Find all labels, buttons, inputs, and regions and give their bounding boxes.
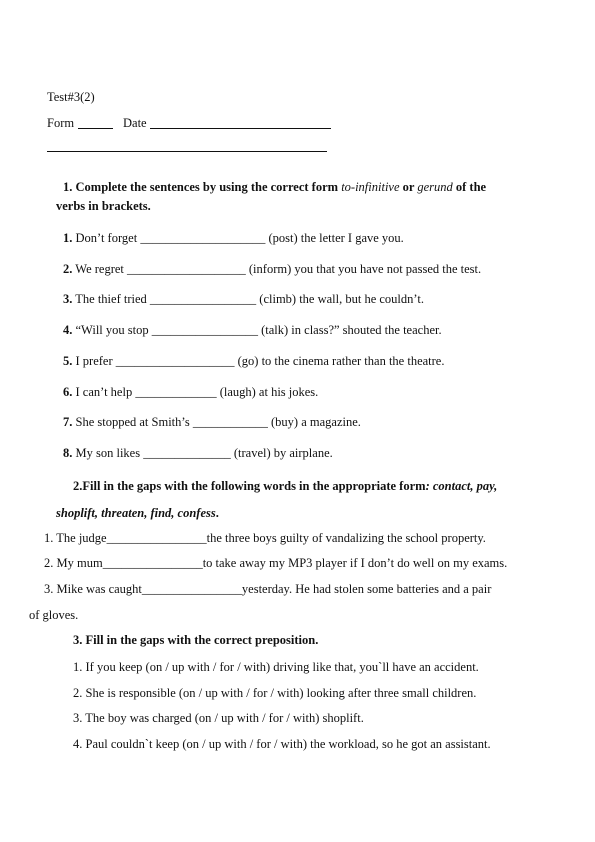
item-text-before: Don’t forget <box>72 231 141 245</box>
item-text-after: (inform) you that you have not passed the test. <box>245 262 482 276</box>
item-text-after: (talk) in class?” shouted the teacher. <box>257 323 442 337</box>
item-number: 8. <box>63 446 73 460</box>
answer-blank[interactable]: ___________________ <box>115 354 235 368</box>
answer-blank[interactable]: ________________ <box>102 556 203 570</box>
name-blank-line <box>47 151 327 152</box>
test-title: Test#3(2) <box>47 90 95 104</box>
item-number: 4. <box>63 323 73 337</box>
item-text-after: (laugh) at his jokes. <box>216 385 319 399</box>
section1-item <box>63 353 444 369</box>
section2-item <box>44 530 486 546</box>
answer-blank[interactable]: ___________________ <box>127 262 246 276</box>
answer-blank[interactable]: _____________ <box>135 385 217 399</box>
item-text-before: She stopped at Smith’s <box>72 415 193 429</box>
item-text-after: the three boys guilty of vandalizing the school property. <box>206 531 486 545</box>
form-blank-line <box>78 128 113 129</box>
item-text-before: 2. My mum <box>44 556 103 570</box>
date-label: Date <box>123 116 147 130</box>
section3-heading: 3. Fill in the gaps with the correct preposition. <box>73 633 319 647</box>
item-text-after: (go) to the cinema rather than the theatre. <box>234 354 445 368</box>
item-text-before: 1. The judge <box>44 531 107 545</box>
item-text-after: (travel) by airplane. <box>230 446 333 460</box>
section1-item <box>63 445 333 461</box>
section1-heading-or: or <box>399 180 418 194</box>
item-text-before: The thief tried <box>72 292 150 306</box>
item-text-after: (buy) a magazine. <box>267 415 361 429</box>
item-number: 2. <box>63 262 73 276</box>
section2-heading-line2 <box>56 505 219 521</box>
section3-item: 4. Paul couldn`t keep (on / up with / for / with) the workload, so he got an assistant. <box>73 737 491 751</box>
answer-blank[interactable]: ______________ <box>143 446 231 460</box>
item-number: 3. <box>63 292 73 306</box>
item-text-after: (climb) the wall, but he couldn’t. <box>256 292 424 306</box>
section1-item <box>63 261 481 277</box>
section2-item-continuation: of gloves. <box>29 608 79 622</box>
item-number: 7. <box>63 415 73 429</box>
form-label: Form <box>47 116 75 130</box>
item-text-before: 3. Mike was caught <box>44 582 142 596</box>
item-text-after: to take away my MP3 player if I don’t do well on my exams. <box>202 556 508 570</box>
section1-item <box>63 414 361 430</box>
section1-heading-part1: 1. Complete the sentences by using the correct form <box>63 180 342 194</box>
section3-item: 1. If you keep (on / up with / for / with) driving like that, you`ll have an accident. <box>73 660 479 674</box>
section2-heading-period: . <box>215 506 219 520</box>
section1-item <box>63 322 442 338</box>
section2-word-list: : contact, pay, <box>425 479 498 493</box>
item-text-after: yesterday. He had stolen some batteries and a pair <box>241 582 492 596</box>
date-blank-line <box>150 128 331 129</box>
answer-blank[interactable]: ____________________ <box>140 231 266 245</box>
answer-blank[interactable]: ________________ <box>106 531 207 545</box>
item-text-after: (post) the letter I gave you. <box>265 231 404 245</box>
item-text-before: I prefer <box>72 354 116 368</box>
item-number: 6. <box>63 385 73 399</box>
answer-blank[interactable]: ________________ <box>141 582 242 596</box>
item-text-before: We regret <box>72 262 128 276</box>
item-number: 5. <box>63 354 73 368</box>
section2-word-list-cont: shoplift, threaten, find, confess <box>56 506 216 520</box>
answer-blank[interactable]: _________________ <box>151 323 258 337</box>
section1-term-gerund: gerund <box>417 180 453 194</box>
answer-blank[interactable]: ____________ <box>192 415 268 429</box>
section1-heading-line2: verbs in brackets. <box>56 199 151 213</box>
item-text-before: “Will you stop <box>72 323 152 337</box>
section1-item <box>63 384 318 400</box>
item-text-before: My son likes <box>72 446 144 460</box>
answer-blank[interactable]: _________________ <box>149 292 257 306</box>
section2-heading <box>73 478 497 494</box>
item-text-before: I can’t help <box>72 385 136 399</box>
item-number: 1. <box>63 231 73 245</box>
section1-heading-part2: of the <box>452 180 487 194</box>
section1-item <box>63 230 404 246</box>
section2-item <box>44 555 507 571</box>
section1-term-infinitive: to-infinitive <box>341 180 400 194</box>
section2-heading-text: 2.Fill in the gaps with the following words in the appropriate form <box>73 479 426 493</box>
section1-heading <box>63 179 486 195</box>
section2-item <box>44 581 491 597</box>
section3-item: 2. She is responsible (on / up with / for / with) looking after three small children. <box>73 686 477 700</box>
section1-item <box>63 291 424 307</box>
section3-item: 3. The boy was charged (on / up with / for / with) shoplift. <box>73 711 364 725</box>
